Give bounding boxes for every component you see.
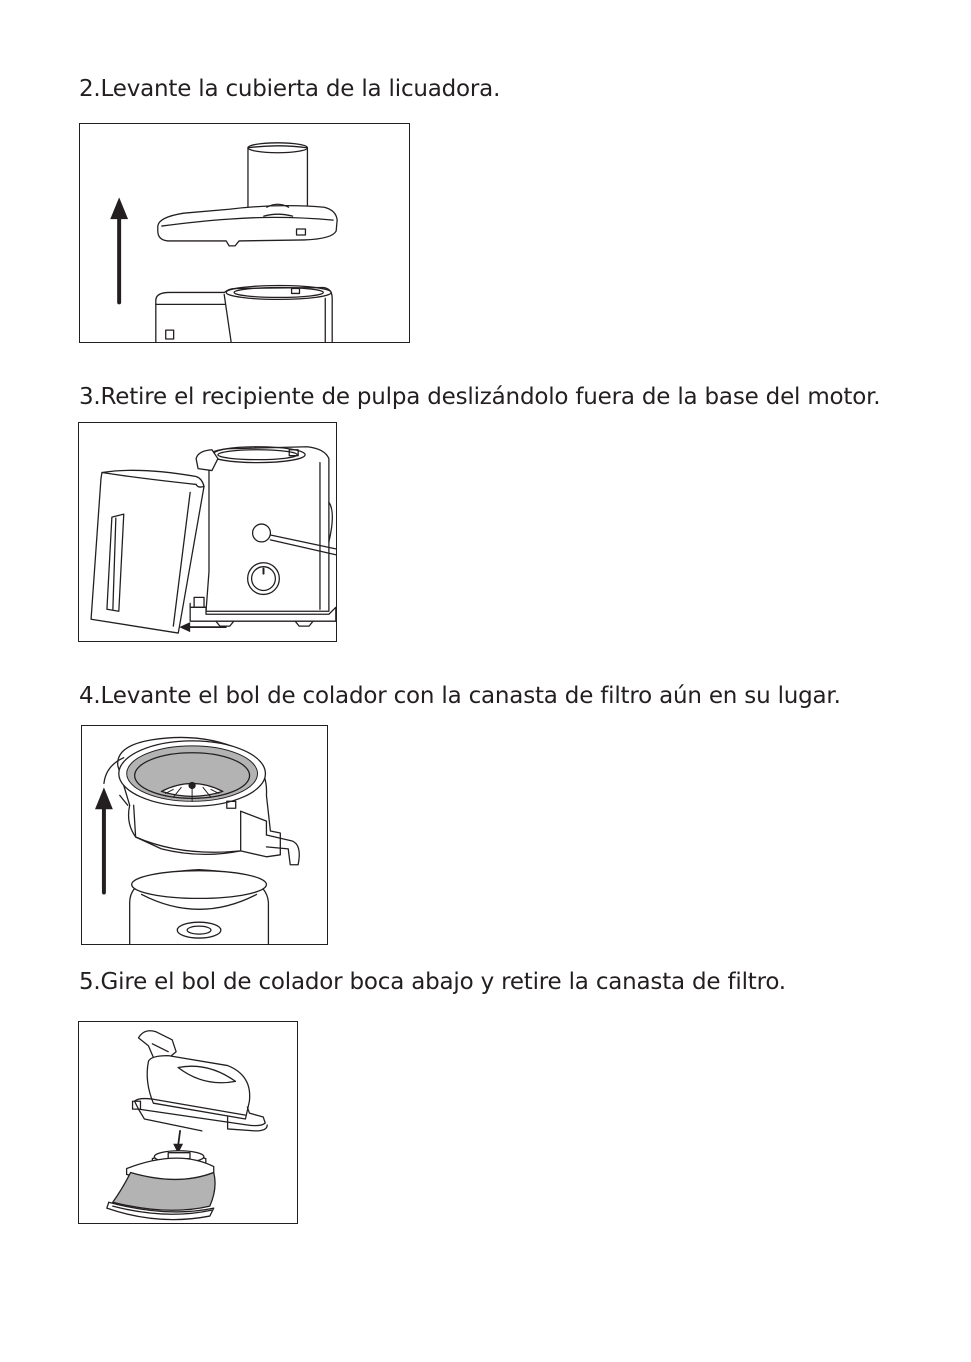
step-4-title: 4.Levante el bol de colador con la canasta de filtro aún en su lugar.: [79, 683, 841, 709]
step-3-illustration: [78, 422, 337, 642]
strainer-bowl: [104, 737, 299, 864]
arrow-left-icon: [179, 622, 226, 632]
pulp-container: [91, 470, 204, 633]
strainer-bowl-inverted: [133, 1031, 268, 1131]
filter-basket: [107, 1151, 215, 1220]
step-5-illustration: [78, 1021, 298, 1224]
arrow-up-icon: [95, 787, 113, 892]
step-3-title: 3.Retire el recipiente de pulpa deslizándolo fuera de la base del motor.: [79, 384, 881, 410]
arrow-up-icon: [110, 197, 128, 302]
step-5-title: 5.Gire el bol de colador boca abajo y retire la canasta de filtro.: [79, 969, 786, 995]
juicer-cover: [158, 143, 337, 246]
step-2-illustration: [79, 123, 410, 343]
motor-base: [190, 447, 336, 626]
step-4-illustration: [81, 725, 328, 945]
juicer-body: [156, 286, 332, 342]
step-2-title: 2.Levante la cubierta de la licuadora.: [79, 76, 501, 102]
juicer-base: [130, 870, 269, 944]
